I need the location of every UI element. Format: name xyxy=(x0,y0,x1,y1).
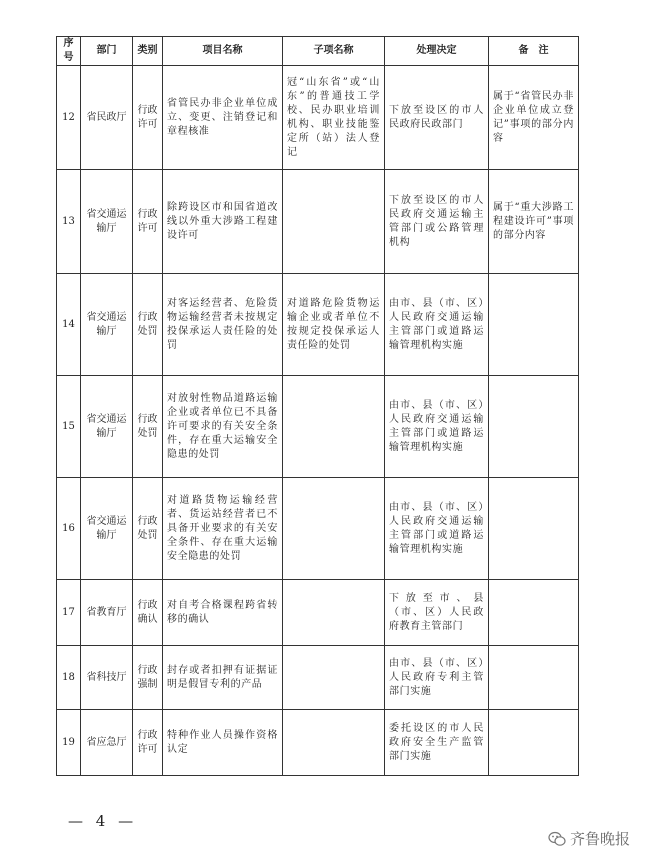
table-row xyxy=(57,170,579,274)
cell-item: 对客运经营者、危险货物运输经营者未按规定投保承运人责任险的处罚 xyxy=(163,274,283,376)
watermark-text: 齐鲁晚报 xyxy=(569,830,630,848)
cell-seq: 17 xyxy=(57,580,81,646)
cell-subitem: 对道路危险货物运输企业或者单位不按规定投保承运人责任险的处罚 xyxy=(283,274,385,376)
cell-category: 行政处罚 xyxy=(133,376,163,478)
cell-category: 行政确认 xyxy=(133,580,163,646)
cell-subitem xyxy=(283,478,385,580)
cell-item: 对道路货物运输经营者、货运站经营者已不具备开业要求的有关安全条件、存在重大运输安全隐患的处罚 xyxy=(163,478,283,580)
header-category: 类别 xyxy=(133,37,163,66)
cell-item: 特种作业人员操作资格认定 xyxy=(163,710,283,776)
table-row xyxy=(57,478,579,580)
cell-category: 行政许可 xyxy=(133,66,163,170)
header-subitem: 子项名称 xyxy=(283,37,385,66)
cell-seq: 13 xyxy=(57,170,81,274)
table-row xyxy=(57,274,579,376)
cell-category: 行政许可 xyxy=(133,170,163,274)
cell-dept: 省科技厅 xyxy=(81,646,133,710)
cell-item: 除跨设区市和国省道改线以外重大涉路工程建设许可 xyxy=(163,170,283,274)
table-header-row xyxy=(57,37,579,66)
cell-decision: 由市、县（市、区）人民政府专利主管部门实施 xyxy=(385,646,489,710)
cell-subitem xyxy=(283,580,385,646)
cell-decision: 委托设区的市人民政府安全生产监管部门实施 xyxy=(385,710,489,776)
cell-remark xyxy=(489,646,579,710)
cell-remark xyxy=(489,580,579,646)
header-seq: 序号 xyxy=(57,37,81,66)
cell-decision: 下放至设区的市人民政府民政部门 xyxy=(385,66,489,170)
cell-decision: 由市、县（市、区）人民政府交通运输主管部门或道路运输管理机构实施 xyxy=(385,478,489,580)
header-dept: 部门 xyxy=(81,37,133,66)
item-table xyxy=(56,36,579,776)
table-row xyxy=(57,376,579,478)
table-row xyxy=(57,646,579,710)
cell-seq: 16 xyxy=(57,478,81,580)
cell-item: 省管民办非企业单位成立、变更、注销登记和章程核准 xyxy=(163,66,283,170)
header-decision: 处理决定 xyxy=(385,37,489,66)
cell-item: 封存或者扣押有证据证明是假冒专利的产品 xyxy=(163,646,283,710)
cell-seq: 19 xyxy=(57,710,81,776)
cell-item: 对放射性物品道路运输企业或者单位已不具备许可要求的有关安全条件，存在重大运输安全隐患的处罚 xyxy=(163,376,283,478)
table-row xyxy=(57,580,579,646)
cell-category: 行政强制 xyxy=(133,646,163,710)
cell-dept: 省交通运输厅 xyxy=(81,274,133,376)
cell-dept: 省交通运输厅 xyxy=(81,376,133,478)
cell-subitem xyxy=(283,710,385,776)
cell-remark: 属于“省管民办非企业单位成立登记”事项的部分内容 xyxy=(489,66,579,170)
cell-dept: 省民政厅 xyxy=(81,66,133,170)
cell-remark xyxy=(489,274,579,376)
cell-seq: 15 xyxy=(57,376,81,478)
cell-remark: 属于“重大涉路工程建设许可”事项的部分内容 xyxy=(489,170,579,274)
header-item: 项目名称 xyxy=(163,37,283,66)
cell-category: 行政处罚 xyxy=(133,478,163,580)
table-row xyxy=(57,710,579,776)
cell-subitem: 冠“山东省”或“山东”的普通技工学校、民办职业培训机构、职业技能鉴定所（站）法人登记 xyxy=(283,66,385,170)
cell-dept: 省交通运输厅 xyxy=(81,478,133,580)
cell-seq: 14 xyxy=(57,274,81,376)
cell-remark xyxy=(489,710,579,776)
cell-category: 行政处罚 xyxy=(133,274,163,376)
cell-category: 行政许可 xyxy=(133,710,163,776)
watermark xyxy=(548,828,630,849)
cell-dept: 省应急厅 xyxy=(81,710,133,776)
cell-remark xyxy=(489,478,579,580)
table-row xyxy=(57,66,579,170)
cell-seq: 18 xyxy=(57,646,81,710)
header-remark: 备 注 xyxy=(489,37,579,66)
cell-item: 对自考合格课程跨省转移的确认 xyxy=(163,580,283,646)
cell-subitem xyxy=(283,170,385,274)
cell-decision: 由市、县（市、区）人民政府交通运输主管部门或道路运输管理机构实施 xyxy=(385,274,489,376)
cell-decision: 下放至设区的市人民政府交通运输主管部门或公路管理机构 xyxy=(385,170,489,274)
cell-subitem xyxy=(283,646,385,710)
cell-subitem xyxy=(283,376,385,478)
wechat-icon xyxy=(548,831,566,847)
cell-decision: 下放至市、县（市、区）人民政府教育主管部门 xyxy=(385,580,489,646)
cell-remark xyxy=(489,376,579,478)
cell-decision: 由市、县（市、区）人民政府交通运输主管部门或道路运输管理机构实施 xyxy=(385,376,489,478)
page-number: — 4 — xyxy=(68,812,138,830)
cell-dept: 省交通运输厅 xyxy=(81,170,133,274)
cell-dept: 省教育厅 xyxy=(81,580,133,646)
cell-seq: 12 xyxy=(57,66,81,170)
